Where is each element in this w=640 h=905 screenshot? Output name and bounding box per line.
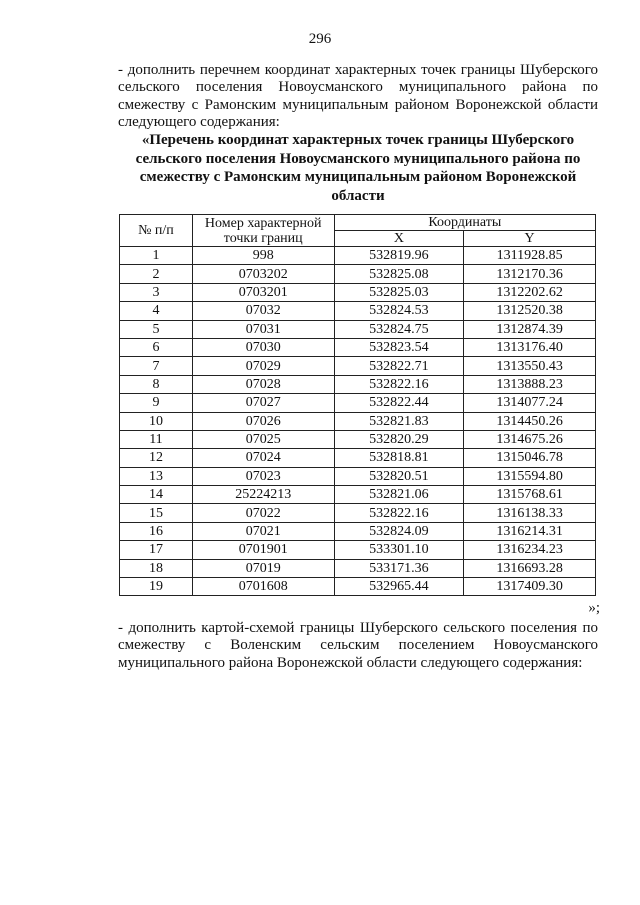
y-coordinate-cell: 1313176.40 <box>464 338 596 356</box>
y-coordinate-cell: 1311928.85 <box>464 247 596 265</box>
x-coordinate-cell: 532824.75 <box>334 320 464 338</box>
row-number-cell: 14 <box>120 486 193 504</box>
coordinates-table-body <box>120 247 596 596</box>
row-number-cell: 13 <box>120 467 193 485</box>
header-x: X <box>334 231 464 247</box>
row-number-cell: 3 <box>120 283 193 301</box>
table-row <box>120 283 596 301</box>
y-coordinate-cell: 1316138.33 <box>464 504 596 522</box>
final-paragraph: - дополнить картой-схемой границы Шуберского сельского поселения по смежеству с Воленским сельским поселением Новоусманского муниципального района Воронежской области следующего содержания: <box>118 620 598 671</box>
row-number-cell: 17 <box>120 541 193 559</box>
x-coordinate-cell: 532822.16 <box>334 504 464 522</box>
point-number-cell: 07031 <box>192 320 334 338</box>
header-y: Y <box>464 231 596 247</box>
row-number-cell: 5 <box>120 320 193 338</box>
table-row <box>120 394 596 412</box>
intro-paragraph: - дополнить перечнем координат характерных точек границы Шуберского сельского поселения Новоусманского муниципального района по смежеству с Рамонским муниципальным районом Воронежской области следующего содержания: <box>118 62 598 131</box>
y-coordinate-cell: 1313888.23 <box>464 375 596 393</box>
point-number-cell: 07021 <box>192 522 334 540</box>
y-coordinate-cell: 1312874.39 <box>464 320 596 338</box>
point-number-cell: 07027 <box>192 394 334 412</box>
y-coordinate-cell: 1314077.24 <box>464 394 596 412</box>
header-number: № п/п <box>120 215 193 247</box>
y-coordinate-cell: 1315594.80 <box>464 467 596 485</box>
row-number-cell: 10 <box>120 412 193 430</box>
x-coordinate-cell: 532820.29 <box>334 430 464 448</box>
row-number-cell: 6 <box>120 338 193 356</box>
point-number-cell: 07022 <box>192 504 334 522</box>
row-number-cell: 12 <box>120 449 193 467</box>
point-number-cell: 07025 <box>192 430 334 448</box>
point-number-cell: 07026 <box>192 412 334 430</box>
point-number-cell: 0703202 <box>192 265 334 283</box>
x-coordinate-cell: 532965.44 <box>334 578 464 596</box>
table-row <box>120 486 596 504</box>
point-number-cell: 07032 <box>192 302 334 320</box>
table-row <box>120 338 596 356</box>
closing-quote: »; <box>588 600 600 616</box>
y-coordinate-cell: 1316234.23 <box>464 541 596 559</box>
table-row <box>120 375 596 393</box>
x-coordinate-cell: 532822.44 <box>334 394 464 412</box>
table-row <box>120 302 596 320</box>
table-row <box>120 412 596 430</box>
table-row <box>120 357 596 375</box>
point-number-cell: 07029 <box>192 357 334 375</box>
row-number-cell: 16 <box>120 522 193 540</box>
y-coordinate-cell: 1312170.36 <box>464 265 596 283</box>
coordinates-table <box>119 214 596 596</box>
point-number-cell: 07024 <box>192 449 334 467</box>
y-coordinate-cell: 1317409.30 <box>464 578 596 596</box>
row-number-cell: 1 <box>120 247 193 265</box>
table-row <box>120 578 596 596</box>
row-number-cell: 11 <box>120 430 193 448</box>
point-number-cell: 07023 <box>192 467 334 485</box>
x-coordinate-cell: 533301.10 <box>334 541 464 559</box>
page-number: 296 <box>308 31 332 47</box>
y-coordinate-cell: 1313550.43 <box>464 357 596 375</box>
y-coordinate-cell: 1315046.78 <box>464 449 596 467</box>
x-coordinate-cell: 532823.54 <box>334 338 464 356</box>
x-coordinate-cell: 532818.81 <box>334 449 464 467</box>
table-row <box>120 504 596 522</box>
table-row <box>120 522 596 540</box>
y-coordinate-cell: 1314450.26 <box>464 412 596 430</box>
y-coordinate-cell: 1315768.61 <box>464 486 596 504</box>
row-number-cell: 4 <box>120 302 193 320</box>
point-number-cell: 07019 <box>192 559 334 577</box>
table-row <box>120 247 596 265</box>
y-coordinate-cell: 1312202.62 <box>464 283 596 301</box>
x-coordinate-cell: 532825.08 <box>334 265 464 283</box>
x-coordinate-cell: 532821.83 <box>334 412 464 430</box>
x-coordinate-cell: 532821.06 <box>334 486 464 504</box>
point-number-cell: 998 <box>192 247 334 265</box>
x-coordinate-cell: 532819.96 <box>334 247 464 265</box>
point-number-cell: 0703201 <box>192 283 334 301</box>
header-point: Номер характерной точки границ <box>192 215 334 247</box>
x-coordinate-cell: 532824.53 <box>334 302 464 320</box>
x-coordinate-cell: 532824.09 <box>334 522 464 540</box>
row-number-cell: 19 <box>120 578 193 596</box>
x-coordinate-cell: 532822.71 <box>334 357 464 375</box>
y-coordinate-cell: 1314675.26 <box>464 430 596 448</box>
table-row <box>120 430 596 448</box>
table-row <box>120 265 596 283</box>
row-number-cell: 18 <box>120 559 193 577</box>
row-number-cell: 7 <box>120 357 193 375</box>
row-number-cell: 8 <box>120 375 193 393</box>
point-number-cell: 07030 <box>192 338 334 356</box>
table-row <box>120 559 596 577</box>
point-number-cell: 25224213 <box>192 486 334 504</box>
point-number-cell: 07028 <box>192 375 334 393</box>
table-row <box>120 467 596 485</box>
y-coordinate-cell: 1316693.28 <box>464 559 596 577</box>
table-row <box>120 541 596 559</box>
point-number-cell: 0701608 <box>192 578 334 596</box>
x-coordinate-cell: 532825.03 <box>334 283 464 301</box>
point-number-cell: 0701901 <box>192 541 334 559</box>
x-coordinate-cell: 533171.36 <box>334 559 464 577</box>
x-coordinate-cell: 532822.16 <box>334 375 464 393</box>
y-coordinate-cell: 1316214.31 <box>464 522 596 540</box>
table-row <box>120 320 596 338</box>
header-coordinates: Координаты <box>334 215 595 231</box>
row-number-cell: 2 <box>120 265 193 283</box>
row-number-cell: 9 <box>120 394 193 412</box>
y-coordinate-cell: 1312520.38 <box>464 302 596 320</box>
x-coordinate-cell: 532820.51 <box>334 467 464 485</box>
row-number-cell: 15 <box>120 504 193 522</box>
table-row <box>120 449 596 467</box>
table-heading: «Перечень координат характерных точек границы Шуберского сельского поселения Новоусманского муниципального района по смежеству с Рамонским муниципальным районом Воронежской области <box>135 132 581 204</box>
